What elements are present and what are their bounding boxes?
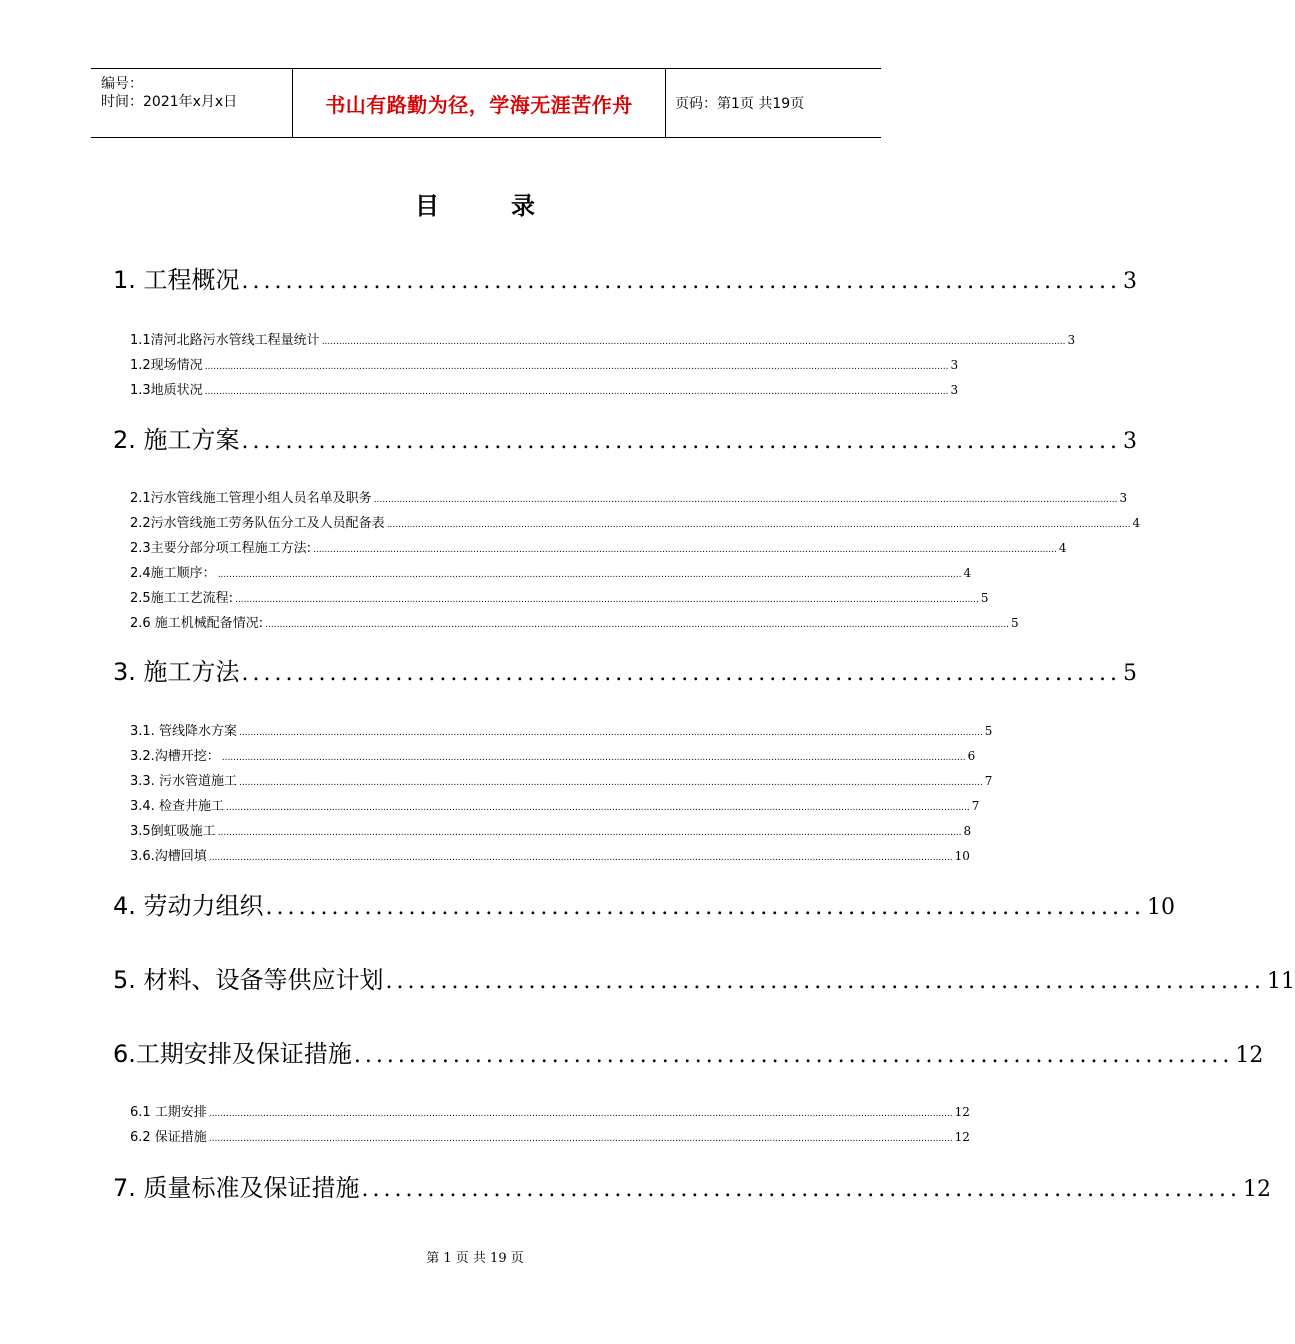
- toc-chapter[interactable]: [113, 420, 1137, 454]
- toc-leader: ....................................................................................................................................................................................................................................................................: [221, 753, 966, 763]
- header-meta-cell: [91, 69, 293, 137]
- toc-label: 3. 施工方法: [113, 658, 240, 686]
- toc-label: 6.工期安排及保证措施: [113, 1040, 352, 1068]
- toc-page-number: 7: [971, 799, 980, 813]
- toc-label: 3.6.沟槽回填: [130, 849, 207, 864]
- toc-label: 2. 施工方案: [113, 426, 240, 454]
- toc-section[interactable]: [130, 612, 1019, 631]
- toc-page-number: 7: [984, 774, 993, 788]
- toc-section[interactable]: [130, 487, 1128, 506]
- title-right: 录: [511, 192, 535, 220]
- toc-leader: ....................................................................................................................................................................................................................................................................: [235, 595, 979, 605]
- toc-section[interactable]: [130, 1126, 970, 1145]
- toc-section[interactable]: [130, 820, 972, 839]
- toc-leader: ....................................................................................................................................................................................................................................................................: [208, 853, 953, 863]
- toc-page-number: 4: [1058, 541, 1067, 555]
- toc-section[interactable]: [130, 587, 989, 606]
- page-header: [91, 68, 881, 138]
- serial-label: 编号：: [101, 76, 143, 92]
- toc-section[interactable]: [130, 795, 980, 814]
- toc-page-number: 11: [1266, 969, 1295, 994]
- toc-leader: ....................................................................................................................................................................................................................................................................: [313, 545, 1057, 555]
- toc-label: 2.6 施工机械配备情况:: [130, 616, 264, 631]
- toc-label: 5. 材料、设备等供应计划: [113, 966, 384, 994]
- toc-section[interactable]: [130, 745, 976, 764]
- toc-label: 3.4. 检查井施工: [130, 799, 224, 814]
- toc-page-number: 12: [1235, 1043, 1264, 1068]
- toc-leader: ....................................................................................................................................................................................................................................................................: [208, 1134, 953, 1144]
- page-footer: 第 1 页 共 19 页: [426, 1251, 524, 1266]
- toc-label: 6.1 工期安排: [130, 1105, 207, 1120]
- toc-leader: ................................................................................: [385, 969, 1265, 994]
- toc-leader: ................................................................................: [361, 1177, 1241, 1202]
- toc-chapter[interactable]: [113, 960, 1295, 994]
- toc-label: 3.5倒虹吸施工: [130, 824, 216, 839]
- slogan: 书山有路勤为径，学海无涯苦作舟: [325, 92, 633, 117]
- toc-page-number: 12: [954, 1105, 970, 1119]
- toc-page-number: 3: [1067, 333, 1076, 347]
- toc-page-number: 3: [1119, 491, 1128, 505]
- toc-page-number: 10: [954, 849, 970, 863]
- toc-section[interactable]: [130, 845, 970, 864]
- toc-page-number: 6: [967, 749, 976, 763]
- header-slogan-cell: [293, 69, 666, 137]
- toc-leader: ................................................................................: [353, 1043, 1234, 1068]
- toc-chapter[interactable]: [113, 260, 1137, 294]
- toc-section[interactable]: [130, 720, 993, 739]
- toc-page-number: 4: [963, 566, 972, 580]
- toc-section[interactable]: [130, 770, 993, 789]
- toc-leader: ....................................................................................................................................................................................................................................................................: [238, 778, 983, 788]
- toc-label: 4. 劳动力组织: [113, 892, 264, 920]
- toc-page-number: 5: [1122, 661, 1137, 686]
- toc-section[interactable]: [130, 562, 972, 581]
- toc-page-number: 8: [963, 824, 972, 838]
- toc-page-number: 3: [950, 383, 959, 397]
- toc-label: 1.3地质状况: [130, 383, 203, 398]
- toc-label: 6.2 保证措施: [130, 1130, 207, 1145]
- toc-label: 2.1污水管线施工管理小组人员名单及职务: [130, 491, 372, 506]
- toc-leader: ................................................................................: [265, 895, 1145, 920]
- toc-label: 1.1清河北路污水管线工程量统计: [130, 333, 320, 348]
- toc-chapter[interactable]: [113, 1034, 1264, 1068]
- toc-page-number: 12: [1242, 1177, 1271, 1202]
- toc-label: 3.2.沟槽开挖：: [130, 749, 220, 764]
- toc-page-number: 5: [1011, 616, 1019, 630]
- toc-leader: ................................................................................: [241, 661, 1121, 686]
- toc-label: 3.3. 污水管道施工: [130, 774, 237, 789]
- toc-label: 3.1. 管线降水方案: [130, 724, 237, 739]
- toc-label: 2.4施工顺序：: [130, 566, 216, 581]
- toc-chapter[interactable]: [113, 652, 1137, 686]
- toc-page-number: 3: [1122, 429, 1137, 454]
- toc-label: 1.2现场情况: [130, 358, 203, 373]
- page-number-label: 页码：第1页 共19页: [675, 96, 805, 112]
- toc-leader: ................................................................................: [241, 269, 1121, 294]
- toc-page-number: 4: [1132, 516, 1141, 530]
- toc-label: 7. 质量标准及保证措施: [113, 1174, 360, 1202]
- time-label: 时间：2021年x月x日: [101, 94, 238, 110]
- toc-section[interactable]: [130, 329, 1076, 348]
- toc-label: 2.5施工工艺流程:: [130, 591, 234, 606]
- toc-section[interactable]: [130, 1101, 970, 1120]
- toc-leader: ....................................................................................................................................................................................................................................................................: [204, 387, 949, 397]
- toc-leader: ....................................................................................................................................................................................................................................................................: [265, 620, 1010, 630]
- toc-label: 1. 工程概况: [113, 266, 240, 294]
- page-title: [0, 186, 950, 221]
- toc-leader: ....................................................................................................................................................................................................................................................................: [225, 803, 970, 813]
- toc-page-number: 5: [984, 724, 993, 738]
- toc-section[interactable]: [130, 512, 1141, 531]
- toc-chapter[interactable]: [113, 1168, 1271, 1202]
- toc-section[interactable]: [130, 379, 959, 398]
- toc-page-number: 10: [1146, 895, 1175, 920]
- toc-leader: ....................................................................................................................................................................................................................................................................: [217, 570, 962, 580]
- toc-leader: ....................................................................................................................................................................................................................................................................: [373, 495, 1118, 505]
- toc-label: 2.2污水管线施工劳务队伍分工及人员配备表: [130, 516, 385, 531]
- toc-leader: ....................................................................................................................................................................................................................................................................: [321, 337, 1066, 347]
- toc-page-number: 5: [980, 591, 989, 605]
- toc-page-number: 12: [954, 1130, 970, 1144]
- toc-chapter[interactable]: [113, 886, 1175, 920]
- toc-leader: ....................................................................................................................................................................................................................................................................: [238, 728, 983, 738]
- toc-section[interactable]: [130, 354, 959, 373]
- toc-page-number: 3: [950, 358, 959, 372]
- toc-leader: ....................................................................................................................................................................................................................................................................: [217, 828, 962, 838]
- toc-leader: ................................................................................: [241, 429, 1121, 454]
- toc-section[interactable]: [130, 537, 1067, 556]
- toc-leader: ....................................................................................................................................................................................................................................................................: [386, 520, 1131, 530]
- toc-leader: ....................................................................................................................................................................................................................................................................: [204, 362, 949, 372]
- toc-leader: ....................................................................................................................................................................................................................................................................: [208, 1109, 953, 1119]
- toc-page-number: 3: [1122, 269, 1137, 294]
- toc-label: 2.3主要分部分项工程施工方法:: [130, 541, 312, 556]
- title-left: 目: [415, 192, 439, 220]
